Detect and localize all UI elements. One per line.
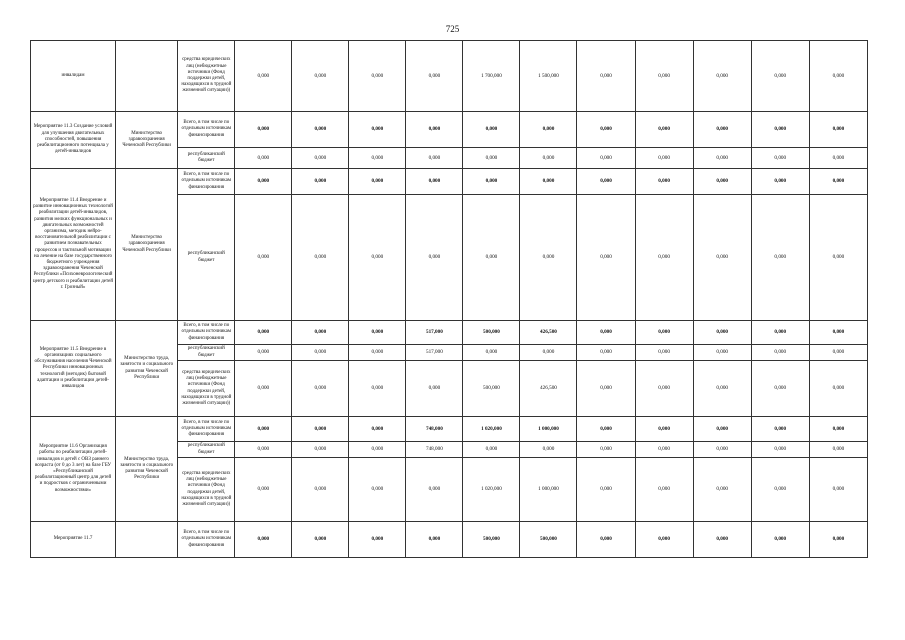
- amount-cell: 0,000: [751, 522, 809, 558]
- amount-cell: 1 000,000: [520, 458, 577, 522]
- amount-cell: 500,000: [463, 321, 520, 345]
- amount-cell: 0,000: [349, 41, 406, 112]
- amount-cell: 0,000: [693, 112, 751, 148]
- amount-cell: 0,000: [406, 361, 463, 417]
- amount-cell: 0,000: [349, 345, 406, 361]
- amount-cell: 0,000: [635, 41, 693, 112]
- budget-table-body: [31, 41, 868, 558]
- amount-cell: 0,000: [635, 195, 693, 321]
- measure-title: Мероприятие 11.6 Организация работы по реабилитации детей-инвалидов и детей с ОВЗ раннего возраста (от 0 до 3 лет) на базе ГБУ «Республиканский реабилитационный центр для детей и подростков с ограниченными возможностями»: [31, 417, 116, 522]
- amount-cell: 0,000: [235, 41, 292, 112]
- amount-cell: 0,000: [751, 148, 809, 169]
- amount-cell: 0,000: [809, 345, 867, 361]
- amount-cell: 0,000: [809, 169, 867, 195]
- amount-cell: 0,000: [635, 361, 693, 417]
- amount-cell: 0,000: [751, 41, 809, 112]
- amount-cell: 0,000: [235, 112, 292, 148]
- amount-cell: 0,000: [292, 417, 349, 442]
- amount-cell: 0,000: [577, 112, 635, 148]
- amount-cell: 0,000: [635, 458, 693, 522]
- amount-cell: 0,000: [693, 148, 751, 169]
- amount-cell: 0,000: [292, 41, 349, 112]
- amount-cell: 0,000: [809, 195, 867, 321]
- amount-cell: 0,000: [235, 321, 292, 345]
- amount-cell: 517,000: [406, 321, 463, 345]
- amount-cell: 1 700,000: [463, 41, 520, 112]
- amount-cell: 0,000: [809, 112, 867, 148]
- amount-cell: 0,000: [349, 458, 406, 522]
- amount-cell: 500,000: [463, 522, 520, 558]
- amount-cell: 0,000: [809, 321, 867, 345]
- amount-cell: 0,000: [693, 195, 751, 321]
- amount-cell: 500,000: [463, 361, 520, 417]
- amount-cell: 0,000: [349, 442, 406, 458]
- amount-cell: 0,000: [349, 112, 406, 148]
- amount-cell: 0,000: [406, 195, 463, 321]
- amount-cell: 0,000: [463, 345, 520, 361]
- funding-source: республиканский бюджет: [178, 148, 235, 169]
- amount-cell: 0,000: [292, 522, 349, 558]
- budget-table: [30, 40, 868, 558]
- amount-cell: 0,000: [809, 148, 867, 169]
- amount-cell: 0,000: [809, 417, 867, 442]
- amount-cell: 0,000: [577, 41, 635, 112]
- amount-cell: 0,000: [693, 361, 751, 417]
- funding-source: Всего, в том числе по отдельным источникам финансирования: [178, 112, 235, 148]
- amount-cell: 0,000: [751, 195, 809, 321]
- amount-cell: 0,000: [577, 458, 635, 522]
- measure-title: Мероприятие 11.3 Создание условий для улучшения двигательных способностей, повышения реабилитационного потенциала у детей-инвалидов: [31, 112, 116, 169]
- funding-source: республиканский бюджет: [178, 345, 235, 361]
- amount-cell: 0,000: [235, 442, 292, 458]
- amount-cell: 0,000: [635, 442, 693, 458]
- amount-cell: 0,000: [809, 41, 867, 112]
- table-row: [31, 169, 868, 195]
- amount-cell: 0,000: [577, 321, 635, 345]
- amount-cell: 0,000: [292, 361, 349, 417]
- amount-cell: 0,000: [693, 442, 751, 458]
- amount-cell: 0,000: [463, 169, 520, 195]
- amount-cell: 0,000: [292, 112, 349, 148]
- amount-cell: 0,000: [463, 112, 520, 148]
- measure-title: Мероприятие 11.4 Внедрение и развитие инновационных технологий реабилитации детей-инвалидов, развития мелких функциональных и двигательных возможностей организма, методик нейро-восстановительной реабилитации с развитием познавательных процессов и тактильной мотивации на лечение на базе государственного бюджетного учреждения здравоохранения Чеченской Республики «Психоневрологический центр детского и реабилитации детей г. Грозный»: [31, 169, 116, 321]
- amount-cell: 0,000: [693, 522, 751, 558]
- amount-cell: 0,000: [809, 458, 867, 522]
- amount-cell: 0,000: [693, 169, 751, 195]
- measure-title: инвалидам: [31, 41, 116, 112]
- amount-cell: 0,000: [751, 321, 809, 345]
- amount-cell: 0,000: [577, 195, 635, 321]
- table-row: [31, 522, 868, 558]
- amount-cell: 0,000: [406, 522, 463, 558]
- amount-cell: 0,000: [751, 361, 809, 417]
- amount-cell: 0,000: [693, 417, 751, 442]
- amount-cell: 0,000: [292, 321, 349, 345]
- funding-source: Всего, в том числе по отдельным источникам финансирования: [178, 169, 235, 195]
- amount-cell: 0,000: [292, 148, 349, 169]
- amount-cell: 0,000: [406, 169, 463, 195]
- amount-cell: 0,000: [349, 417, 406, 442]
- amount-cell: 0,000: [751, 169, 809, 195]
- amount-cell: 0,000: [292, 195, 349, 321]
- amount-cell: 0,000: [235, 195, 292, 321]
- amount-cell: 0,000: [349, 148, 406, 169]
- funding-source: Всего, в том числе по отдельным источникам финансирования: [178, 417, 235, 442]
- responsible-executor: Министерство здравоохранения Чеченской Республики: [116, 169, 178, 321]
- amount-cell: 0,000: [693, 458, 751, 522]
- amount-cell: 0,000: [520, 169, 577, 195]
- amount-cell: 0,000: [577, 361, 635, 417]
- amount-cell: 0,000: [635, 148, 693, 169]
- amount-cell: 0,000: [406, 458, 463, 522]
- amount-cell: 0,000: [635, 417, 693, 442]
- amount-cell: 0,000: [635, 321, 693, 345]
- amount-cell: 0,000: [463, 148, 520, 169]
- responsible-executor: Министерство здравоохранения Чеченской Республики: [116, 112, 178, 169]
- responsible-executor: Министерство труда, занятости и социального развития Чеченской Республики: [116, 321, 178, 417]
- amount-cell: 0,000: [577, 148, 635, 169]
- amount-cell: 1 020,000: [463, 417, 520, 442]
- amount-cell: 748,000: [406, 417, 463, 442]
- table-row: [31, 321, 868, 345]
- amount-cell: 0,000: [292, 442, 349, 458]
- responsible-executor: Министерство труда, занятости и социального развития Чеченской Республики: [116, 417, 178, 522]
- amount-cell: 0,000: [693, 41, 751, 112]
- amount-cell: 0,000: [235, 169, 292, 195]
- amount-cell: 0,000: [520, 148, 577, 169]
- amount-cell: 0,000: [349, 195, 406, 321]
- amount-cell: 0,000: [349, 169, 406, 195]
- table-row: [31, 112, 868, 148]
- table-row: [31, 417, 868, 442]
- funding-source: Всего, в том числе по отдельным источникам финансирования: [178, 321, 235, 345]
- amount-cell: 0,000: [577, 345, 635, 361]
- funding-source: средства юридических лиц (небюджетные источники (Фонд поддержки детей, находящихся в трудной жизненной ситуации)): [178, 458, 235, 522]
- amount-cell: 0,000: [809, 442, 867, 458]
- amount-cell: 748,000: [406, 442, 463, 458]
- funding-source: средства юридических лиц (небюджетные источники (Фонд поддержки детей, находящихся в трудной жизненной ситуации)): [178, 361, 235, 417]
- amount-cell: 0,000: [406, 112, 463, 148]
- amount-cell: 500,000: [520, 522, 577, 558]
- amount-cell: 0,000: [635, 169, 693, 195]
- amount-cell: 0,000: [235, 345, 292, 361]
- amount-cell: 0,000: [463, 195, 520, 321]
- amount-cell: 0,000: [577, 442, 635, 458]
- amount-cell: 0,000: [751, 442, 809, 458]
- amount-cell: 0,000: [577, 522, 635, 558]
- responsible-executor: [116, 522, 178, 558]
- amount-cell: 0,000: [235, 361, 292, 417]
- amount-cell: 426,500: [520, 361, 577, 417]
- amount-cell: 1 020,000: [463, 458, 520, 522]
- funding-source: Всего, в том числе по отдельным источникам финансирования: [178, 522, 235, 558]
- amount-cell: 0,000: [577, 417, 635, 442]
- amount-cell: 1 500,000: [520, 41, 577, 112]
- amount-cell: 0,000: [292, 458, 349, 522]
- amount-cell: 0,000: [635, 345, 693, 361]
- funding-source: средства юридических лиц (небюджетные источники (Фонд поддержки детей, находящихся в трудной жизненной ситуации)): [178, 41, 235, 112]
- amount-cell: 0,000: [349, 522, 406, 558]
- amount-cell: 0,000: [751, 345, 809, 361]
- page-number: 725: [445, 24, 460, 34]
- amount-cell: 0,000: [349, 321, 406, 345]
- amount-cell: 517,000: [406, 345, 463, 361]
- amount-cell: 426,500: [520, 321, 577, 345]
- amount-cell: 0,000: [751, 458, 809, 522]
- amount-cell: 0,000: [751, 417, 809, 442]
- table-row: [31, 41, 868, 112]
- measure-title: Мероприятие 11.7: [31, 522, 116, 558]
- amount-cell: 0,000: [520, 195, 577, 321]
- amount-cell: 1 000,000: [520, 417, 577, 442]
- amount-cell: 0,000: [520, 112, 577, 148]
- amount-cell: 0,000: [635, 522, 693, 558]
- amount-cell: 0,000: [809, 361, 867, 417]
- funding-source: республиканский бюджет: [178, 195, 235, 321]
- amount-cell: 0,000: [235, 148, 292, 169]
- amount-cell: 0,000: [292, 169, 349, 195]
- amount-cell: 0,000: [520, 345, 577, 361]
- amount-cell: 0,000: [577, 169, 635, 195]
- funding-source: республиканский бюджет: [178, 442, 235, 458]
- amount-cell: 0,000: [406, 148, 463, 169]
- amount-cell: 0,000: [235, 417, 292, 442]
- amount-cell: 0,000: [520, 442, 577, 458]
- amount-cell: 0,000: [235, 458, 292, 522]
- amount-cell: 0,000: [751, 112, 809, 148]
- amount-cell: 0,000: [635, 112, 693, 148]
- amount-cell: 0,000: [235, 522, 292, 558]
- amount-cell: 0,000: [349, 361, 406, 417]
- amount-cell: 0,000: [292, 345, 349, 361]
- amount-cell: 0,000: [693, 321, 751, 345]
- amount-cell: 0,000: [463, 442, 520, 458]
- measure-title: Мероприятие 11.5 Внедрение в организациях социального обслуживания населения Чеченской Республики инновационных технологий (методик) бытовой адаптации и реабилитации детей-инвалидов: [31, 321, 116, 417]
- amount-cell: 0,000: [406, 41, 463, 112]
- amount-cell: 0,000: [693, 345, 751, 361]
- amount-cell: 0,000: [809, 522, 867, 558]
- responsible-executor: [116, 41, 178, 112]
